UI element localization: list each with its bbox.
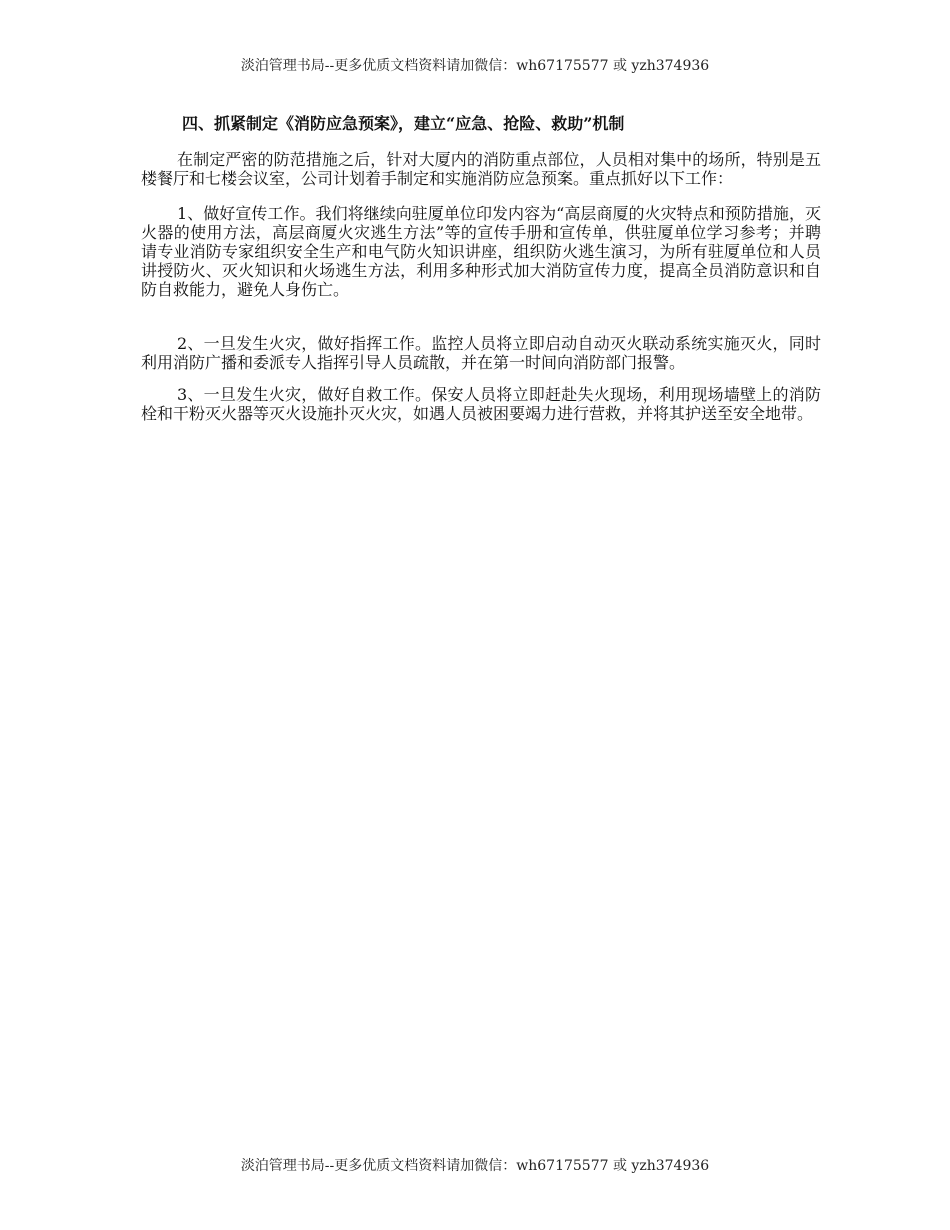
item-1-paragraph: 1、做好宣传工作。我们将继续向驻厦单位印发内容为“高层商厦的火灾特点和预防措施，灭火器的使用方法，高层商厦火灾逃生方法”等的宣传手册和宣传单，供驻厦单位学习参考；并聘请专业消防专家组织安全生产和电气防火知识讲座，组织防火逃生演习，为所有驻厦单位和人员讲授防火、灭火知识和火场逃生方法，利用多种形式加大消防宣传力度，提高全员消防意识和自防自救能力，避免人身伤亡。	[141, 204, 821, 299]
item-3-paragraph: 3、一旦发生火灾，做好自救工作。保安人员将立即赶赴失火现场，利用现场墙壁上的消防栓和干粉灭火器等灭火设施扑灭火灾，如遇人员被困要竭力进行营救，并将其护送至安全地带。	[141, 385, 821, 423]
intro-paragraph: 在制定严密的防范措施之后，针对大厦内的消防重点部位，人员相对集中的场所，特别是五楼餐厅和七楼会议室，公司计划着手制定和实施消防应急预案。重点抓好以下工作：	[141, 150, 821, 188]
item-2-paragraph: 2、一旦发生火灾，做好指挥工作。监控人员将立即启动自动灭火联动系统实施灭火，同时利用消防广播和委派专人指挥引导人员疏散，并在第一时间向消防部门报警。	[141, 334, 821, 372]
section-title: 四、抓紧制定《消防应急预案》，建立“应急、抢险、救助”机制	[182, 114, 625, 133]
document-body	[141, 112, 821, 423]
page-header: 淡泊管理书局--更多优质文档资料请加微信：wh67175577 或 yzh374936	[240, 58, 710, 74]
page-footer: 淡泊管理书局--更多优质文档资料请加微信：wh67175577 或 yzh374936	[240, 1158, 710, 1174]
